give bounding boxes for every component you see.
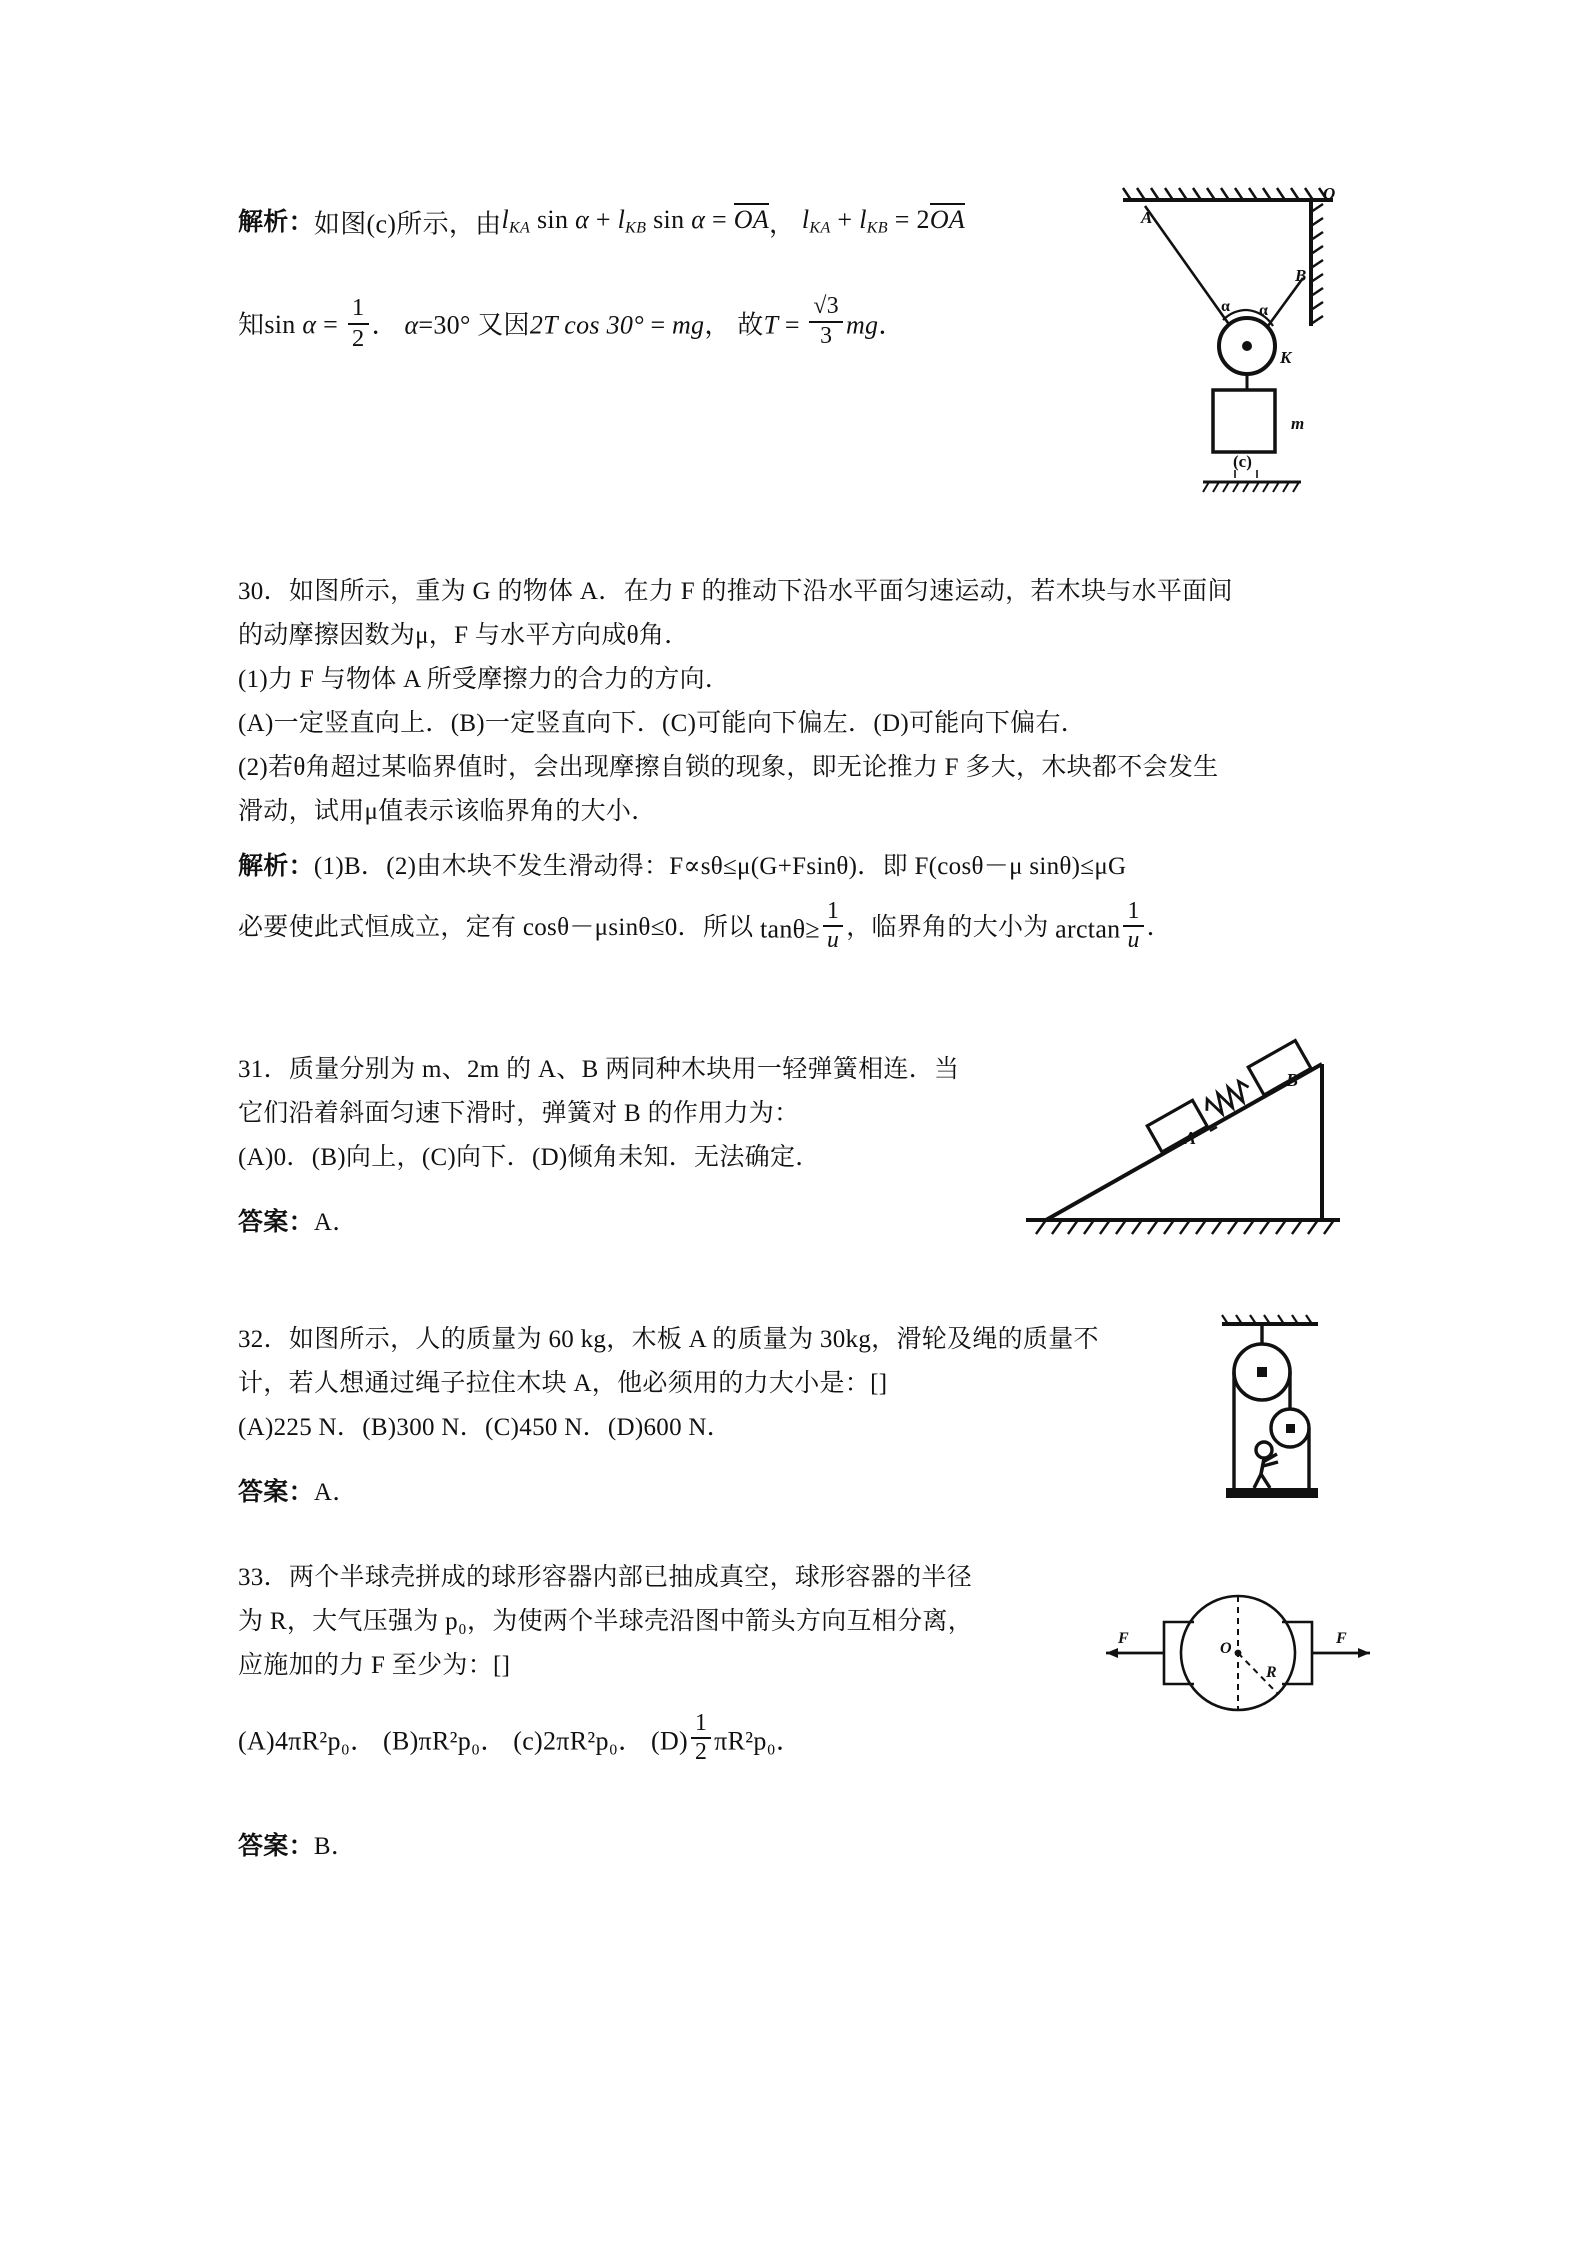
zhi-prefix: 知 (238, 309, 265, 339)
q31-stem-line-1 (238, 1048, 998, 1092)
q30-stem-text-1: 如图所示，重为 G 的物体 A．在力 F 的推动下沿水平面匀速运动，若木块与水平面间 (288, 578, 1233, 605)
comma-1: ， (769, 209, 796, 239)
equals-3: = (323, 309, 339, 339)
dot-1: ． (371, 309, 398, 339)
q31-stem-text-1: 质量分别为 m、2m 的 A、B 两同种木块用一轻弹簧相连．当 (288, 1056, 960, 1083)
figure-c-point-A: A (1141, 208, 1153, 227)
term-lkb-sub: KB (625, 219, 647, 237)
figure-sphere-force-right-label: F (1336, 1630, 1347, 1647)
alpha-2: α (691, 205, 706, 234)
term-lkb-2: l (859, 205, 867, 234)
q33-number: 33． (238, 1564, 289, 1591)
mg-1: mg (671, 309, 705, 339)
q30-arctan: arctan (1055, 914, 1121, 944)
q30-stem-line-1 (238, 570, 1373, 614)
q32-stem-line-1 (238, 1318, 1248, 1362)
solution-29-prefix: 如图(c)所示，由 (313, 209, 502, 239)
q33-option-a: (A)4πR²p₀． (238, 1726, 377, 1756)
answer-label-31: 答案： (238, 1208, 314, 1236)
plus-2: + (837, 205, 853, 234)
q30-frac-2 (1123, 899, 1143, 954)
q32-answer-line (238, 1470, 1373, 1515)
figure-sphere-center-label: O (1220, 1640, 1232, 1657)
q33-stem-text-1: 两个半球壳拼成的球形容器内部已抽成真空，球形容器的半径 (288, 1564, 973, 1591)
figure-c-angle-right: α (1259, 302, 1268, 319)
equals-2: = (894, 205, 910, 234)
term-lka-2-sub: KA (809, 219, 831, 237)
term-lka-sub: KA (509, 219, 531, 237)
oa-vector-2: OA (929, 205, 966, 234)
q33-option-b: (B)πR²p₀． (382, 1726, 507, 1756)
q33-d-num: 1 (694, 1709, 708, 1736)
frac-den: 2 (348, 323, 369, 353)
q30-tan-expr: tanθ≥ (760, 914, 820, 944)
frac-num: 1 (351, 293, 365, 321)
q30-solution-line-1 (238, 840, 1373, 893)
q30-solution-text-1: (1)B．(2)由木块不发生滑动得：F∝sθ≤μ(G+Fsinθ)．即 F(cosθ－μ sinθ)≤μG (313, 853, 1127, 880)
q30-stem-line-2: 的动摩擦因数为μ，F 与水平方向成θ角． (238, 622, 690, 649)
figure-c-pulley-diagram (1105, 178, 1375, 498)
q32-number: 32． (238, 1326, 289, 1353)
frac2-num: √3 (813, 293, 839, 320)
figure-c-mass-label: m (1291, 414, 1305, 433)
q30-options: (A)一定竖直向上．(B)一定竖直向下．(C)可能向下偏左．(D)可能向下偏右． (238, 710, 1087, 737)
q33-stem-line-1 (238, 1556, 1098, 1600)
equals-4: = (650, 309, 666, 339)
q32-stem-line-2: 计，若人想通过绳子拉住木块 A，他必须用的力大小是：[] (238, 1370, 888, 1397)
figure-incline-block-B-label: B (1286, 1070, 1299, 1090)
q30-part-2-line-2: 滑动，试用μ值表示该临界角的大小． (238, 798, 657, 825)
term-lkb: l (617, 205, 626, 234)
solution-block-30 (238, 840, 1373, 964)
q32-answer-value: A． (313, 1479, 358, 1506)
answer-label-33: 答案： (238, 1832, 314, 1860)
term-lka: l (501, 205, 509, 234)
q33-options (238, 1702, 1098, 1779)
q30-number: 30． (238, 578, 289, 605)
q31-answer-value: A． (313, 1209, 358, 1236)
alpha-4: α (404, 309, 419, 339)
q33-option-c: (c)2πR²p₀． (513, 1726, 645, 1756)
figure-sphere-radius-label: R (1266, 1664, 1277, 1681)
q33-option-d-prefix: (D) (650, 1726, 688, 1756)
q31-stem-line-2: 它们沿着斜面匀速下滑时，弹簧对 B 的作用力为： (238, 1100, 800, 1127)
fraction-sqrt3-3 (809, 294, 843, 349)
alpha-eq-30: =30° (418, 309, 471, 339)
q32-answer-row (238, 1470, 1373, 1515)
alpha-3: α (302, 309, 317, 339)
oa-vector-1: OA (733, 205, 770, 234)
solution-29-formula-2 (801, 205, 966, 237)
q30-solution-text-2b: ，临界角的大小为 (846, 914, 1049, 941)
question-33-block (238, 1556, 1098, 1779)
q33-stem-line-2: 为 R，大气压强为 p₀，为使两个半球壳沿图中箭头方向互相分离， (238, 1608, 973, 1635)
plus-1: + (595, 205, 611, 234)
answer-label-32: 答案： (238, 1478, 314, 1506)
q33-stem-line-3: 应施加的力 F 至少为：[] (238, 1652, 511, 1679)
q30-part-1: (1)力 F 与物体 A 所受摩擦力的合力的方向． (238, 666, 731, 693)
q30-frac2-den: u (1123, 925, 1143, 954)
q33-answer-value: B． (313, 1833, 357, 1860)
q33-answer-line (238, 1824, 1373, 1869)
so-text: 故 (737, 309, 764, 339)
q33-option-d-rest: πR²p₀． (714, 1726, 803, 1756)
figure-c-angle-left: α (1221, 298, 1230, 315)
q33-answer-row (238, 1824, 1373, 1869)
because-text: 又因 (477, 309, 530, 339)
figure-c-point-K: K (1280, 348, 1292, 367)
solution-29-sin-alpha (264, 293, 371, 352)
analysis-label-2: 解析： (238, 852, 314, 880)
q30-part-2-line-1: (2)若θ角超过某临界值时，会出现摩擦自锁的现象，即无论推力 F 多大，木块都不会发生 (238, 754, 1219, 781)
q30-solution-text-2a: 必要使此式恒成立，定有 cosθ－μsinθ≤0．所以 (238, 914, 754, 941)
q30-frac-1 (823, 899, 843, 954)
alpha-value (404, 310, 470, 339)
mg-2: mg (845, 309, 879, 339)
question-30-block (238, 570, 1373, 834)
q30-frac1-num: 1 (827, 897, 840, 924)
sin-3: sin (264, 309, 296, 339)
q31-options: (A)0．(B)向上，(C)向下．(D)倾角未知．无法确定． (238, 1144, 821, 1171)
q31-answer-row (238, 1200, 1373, 1245)
analysis-label: 解析： (238, 207, 314, 236)
comma-2: ， (704, 309, 731, 339)
q30-solution-end: ． (1146, 914, 1172, 941)
two-t-cos30: 2T cos 30° (529, 309, 644, 339)
fraction-one-half (348, 295, 369, 352)
q33-d-den: 2 (691, 1737, 711, 1766)
frac2-den: 3 (809, 321, 843, 350)
figure-sphere-force-left-label: F (1118, 1630, 1129, 1647)
equals-1: = (711, 205, 727, 234)
q31-number: 31． (238, 1056, 289, 1083)
q33-option-d-fraction (691, 1711, 711, 1766)
coef-2: 2 (916, 205, 930, 234)
q32-stem-text-1: 如图所示，人的质量为 60 kg，木板 A 的质量为 30kg，滑轮及绳的质量不 (288, 1326, 1099, 1353)
q30-solution-line-2 (238, 893, 1373, 964)
question-32-block (238, 1318, 1248, 1450)
figure-magdeburg-sphere (1098, 1578, 1378, 1728)
term-lkb-2-sub: KB (866, 219, 888, 237)
T-symbol: T (763, 309, 779, 339)
sin-1: sin (537, 205, 569, 234)
equals-5: = (784, 309, 800, 339)
q30-frac2-num: 1 (1127, 897, 1140, 924)
figure-incline-block-A-label: A (1184, 1128, 1197, 1148)
figure-c-point-B: B (1295, 266, 1307, 285)
q31-answer-line (238, 1200, 1373, 1245)
question-31-block (238, 1048, 998, 1180)
figure-c-caption: (c) (1233, 452, 1252, 471)
term-lka-2: l (801, 205, 810, 234)
sin-2: sin (653, 205, 685, 234)
solution-29-formula-1 (501, 205, 770, 237)
alpha-1: α (575, 205, 590, 234)
q32-options: (A)225 N．(B)300 N．(C)450 N．(D)600 N． (238, 1414, 733, 1441)
period-1: ． (878, 309, 905, 339)
q30-frac1-den: u (823, 925, 843, 954)
figure-c-point-O: O (1323, 184, 1336, 203)
